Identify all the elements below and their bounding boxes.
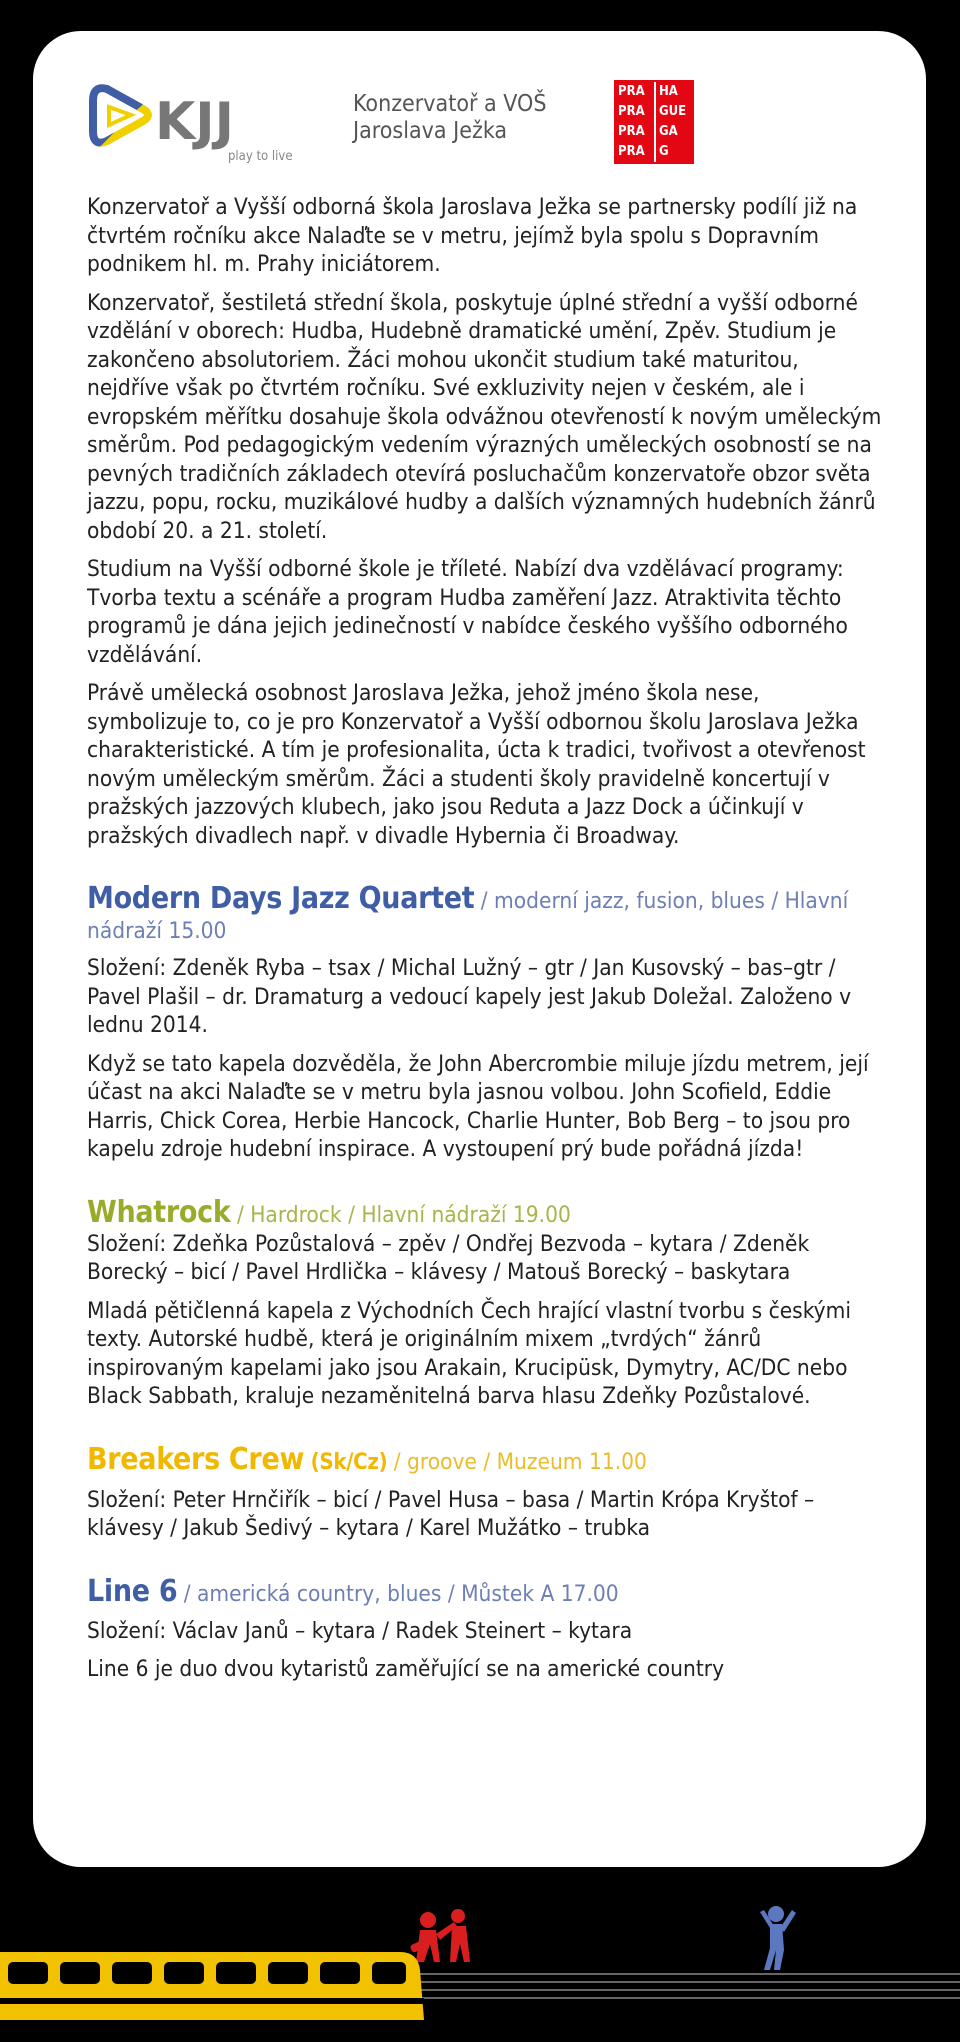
intro-paragraph: Konzervatoř a Vyšší odborná škola Jaroslava Ježka se partnersky podílí již na čtvrtém ročníku akce Nalaďte se v metru, jejímž byla spolu s Dopravním podnikem hl. m. Prahy iniciátorem. [87, 194, 858, 277]
school-name [353, 91, 546, 145]
band-line-6 [87, 1573, 886, 1684]
musician-right-icon [760, 1906, 796, 1970]
band-meta: / moderní jazz, fusion, blues / Hlavní nádraží 15.00 [87, 888, 849, 944]
metro-train-icon [0, 1952, 424, 2020]
band-lineup: Složení: Peter Hrnčiřík – bicí / Pavel Husa – basa / Martin Krópa Kryštof – klávesy / Jakub Šedivý – kytara / Karel Mužátko – trubka [87, 1486, 815, 1541]
prague-logo-text: PRA [618, 84, 645, 99]
band-heading [87, 1441, 886, 1478]
school-name-line2: Jaroslava Ježka [353, 118, 508, 144]
band-lineup: Složení: Zdeňka Pozůstalová – zpěv / Ondřej Bezvoda – kytara / Zdeněk Borecký – bicí / Pavel Hrdlička – klávesy / Matouš Borecký – baskytara [87, 1230, 810, 1285]
intro-paragraph: Právě umělecká osobnost Jaroslava Ježka, jehož jméno škola nese, symbolizuje to, co je pro Konzervatoř a Vyšší odbornou školu Jaroslava Ježka charakteristické. A tím je profesionalita, úcta k tradici, tvořivost a otevřenost novým uměleckým směrům. Žáci a studenti školy pravidelně koncertují v pražských jazzových klubech, jako jsou Reduta a Jazz Dock a účinkují v pražských divadlech např. v divadle Hybernia či Broadway. [87, 680, 866, 849]
band-name: Modern Days Jazz Quartet [87, 881, 475, 916]
metro-scene [0, 1870, 960, 2042]
prague-logo-text: HA [654, 82, 690, 102]
prague-logo-text: PRA [618, 144, 645, 159]
band-meta: / Hardrock / Hlavní nádraží 19.00 [230, 1201, 571, 1228]
school-name-line1: Konzervatoř a VOŠ [353, 91, 547, 117]
band-heading [87, 881, 886, 946]
band-name: Whatrock [87, 1194, 231, 1230]
band-name: Line 6 [87, 1573, 178, 1609]
intro-text [87, 193, 886, 850]
prague-logo-text: PRA [618, 124, 645, 139]
intro-paragraph: Konzervatoř, šestiletá střední škola, poskytuje úplné střední a vyšší odborné vzdělání v oborech: Hudba, Hudebně dramatické umění, Zpěv. Studium je zakončeno absolutoriem. Žáci mohou ukončit studium také maturitou, nejdříve však po čtvrtém ročníku. Své exkluzivity nejen v českém, ale i evropském měřítku dosahuje škola odvážnou otevřeností k novým uměleckým směrům. Pod pedagogickým vedením výrazných uměleckých osobností se na pevných tradičních základech otevírá posluchačům konzervatoře obzor světa jazzu, popu, rocku, muzikálové hudby a dalších významných hudebních žánrů období 20. a 21. století. [87, 289, 882, 544]
band-description: Když se tato kapela dozvěděla, že John Abercrombie miluje jízdu metrem, její účast na akci Nalaďte se v metru byla jasnou volbou. John Scofield, Eddie Harris, Chick Corea, Herbie Hancock, Charlie Hunter, Bob Berg – to jsou pro kapelu zdroje hudební inspirace. A vystoupení prý bude pořádná jízda! [87, 1050, 869, 1162]
svg-text:KJJ: KJJ [155, 92, 234, 152]
musician-left-icon [410, 1909, 470, 1962]
band-description: Line 6 je duo dvou kytaristů zaměřující se na americké country [87, 1656, 725, 1682]
content-card [33, 31, 926, 1867]
kjj-tagline: play to live [228, 149, 293, 164]
band-description: Mladá pětičlenná kapela z Východních Čech hrající vlastní tvorbu s českými texty. Autorské hudbě, která je originálním mixem „tvrdých“ žánrů inspirovaným kapelami jako jsou Arakain, Krucipüsk, Dymytry, AC/DC nebo Black Sabbath, kraluje nezaměnitelná barva hlasu Zdeňky Pozůstalové. [87, 1297, 851, 1409]
prague-logo [614, 80, 694, 164]
band-meta: / groove / Muzeum 11.00 [387, 1448, 647, 1475]
band-modern-days [87, 881, 886, 1164]
prague-logo-text: GA [654, 122, 690, 142]
band-lineup: Složení: Zdeněk Ryba – tsax / Michal Lužný – gtr / Jan Kusovský – bas–gtr / Pavel Plašil – dr. Dramaturg a vedoucí kapely jest Jakub Doležal. Založeno v lednu 2014. [87, 955, 852, 1038]
prague-logo-text: G [654, 142, 690, 162]
band-breakers-crew [87, 1441, 886, 1543]
intro-paragraph: Studium na Vyšší odborné škole je tříleté. Nabízí dva vzdělávací programy: Tvorba textu a scénáře a program Hudba zaměření Jazz. Atraktivita těchto programů je dána jejich jedinečností v nabídce českého vyššího odborného vzdělávání. [87, 556, 848, 668]
prague-logo-text: GUE [654, 102, 690, 122]
header-logos [87, 53, 886, 173]
band-name-suffix: (Sk/Cz) [304, 1449, 388, 1475]
band-meta: / americká country, blues / Můstek A 17.00 [177, 1580, 619, 1607]
band-name [87, 1442, 387, 1477]
band-name-text: Breakers Crew [87, 1441, 305, 1477]
band-whatrock [87, 1194, 886, 1411]
prague-logo-text: PRA [618, 104, 645, 119]
band-lineup: Složení: Václav Janů – kytara / Radek Steinert – kytara [87, 1617, 633, 1644]
band-heading [87, 1573, 886, 1609]
band-heading [87, 1194, 886, 1230]
